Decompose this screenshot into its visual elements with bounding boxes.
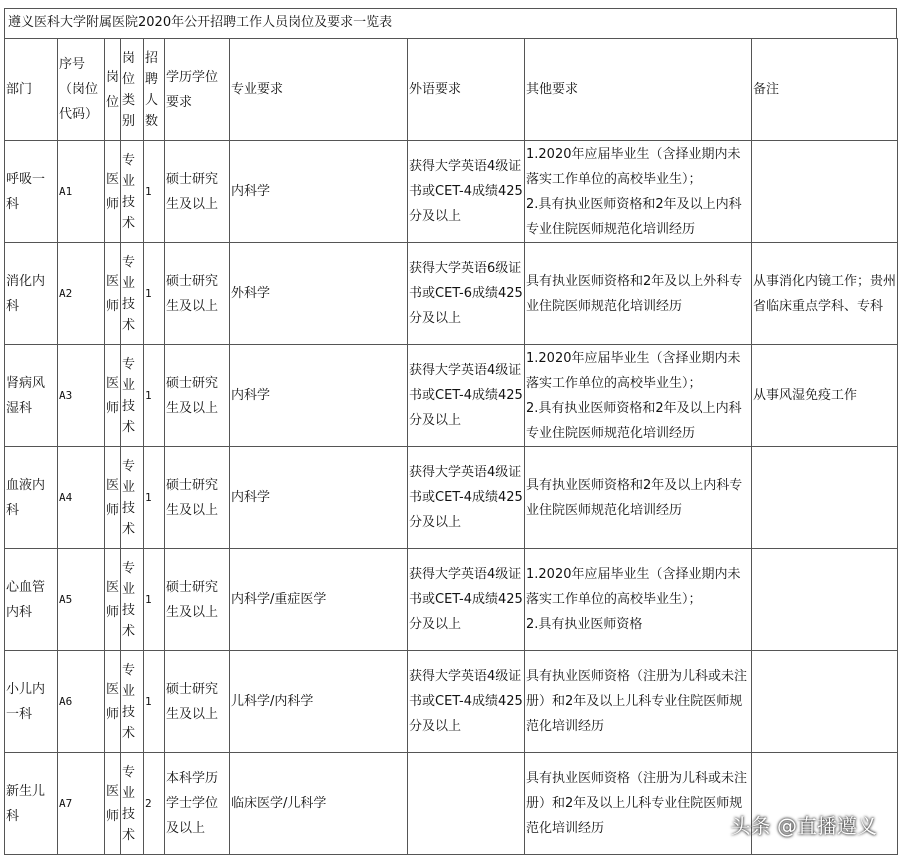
cell-post: 医师 (105, 549, 121, 651)
header-post: 岗位 (105, 39, 121, 141)
cell-other (525, 651, 752, 753)
cell-other (525, 243, 752, 345)
cell-note (752, 651, 898, 753)
cell-major: 儿科学/内科学 (230, 651, 408, 753)
other-requirement-line: 2.具有执业医师资格 (526, 617, 643, 632)
positions-table (4, 38, 898, 855)
table-row (5, 243, 898, 345)
table-row (5, 141, 898, 243)
cell-category: 专业技术 (121, 549, 144, 651)
cell-category: 专业技术 (121, 243, 144, 345)
other-requirement-line: 2.具有执业医师资格和2年及以上内科专业住院医师规范化培训经历 (526, 196, 742, 237)
cell-major: 外科学 (230, 243, 408, 345)
header-major: 专业要求 (230, 39, 408, 141)
other-requirement-line: 2.具有执业医师资格和2年及以上内科专业住院医师规范化培训经历 (526, 400, 742, 441)
cell-note (752, 141, 898, 243)
cell-major: 内科学 (230, 447, 408, 549)
other-requirement-line: 具有执业医师资格和2年及以上外科专业住院医师规范化培训经历 (526, 273, 743, 314)
cell-dept: 肾病风湿科 (5, 345, 58, 447)
cell-count: 1 (144, 651, 165, 753)
cell-note: 从事消化内镜工作；贵州省临床重点学科、专科 (752, 243, 898, 345)
cell-dept: 小儿内一科 (5, 651, 58, 753)
cell-count: 1 (144, 447, 165, 549)
cell-other (525, 345, 752, 447)
header-note: 备注 (752, 39, 898, 141)
cell-post: 医师 (105, 447, 121, 549)
other-requirement-line: 1.2020年应届毕业生（含择业期内未落实工作单位的高校毕业生）； (526, 146, 741, 187)
cell-code: A6 (58, 651, 105, 753)
cell-education: 硕士研究生及以上 (165, 447, 230, 549)
cell-code: A1 (58, 141, 105, 243)
cell-education: 硕士研究生及以上 (165, 243, 230, 345)
cell-code: A2 (58, 243, 105, 345)
cell-code: A7 (58, 753, 105, 855)
cell-category: 专业技术 (121, 753, 144, 855)
table-row (5, 651, 898, 753)
cell-major: 内科学 (230, 345, 408, 447)
cell-code: A3 (58, 345, 105, 447)
header-dept: 部门 (5, 39, 58, 141)
table-title: 遵义医科大学附属医院2020年公开招聘工作人员岗位及要求一览表 (4, 8, 897, 38)
watermark-logo: 头条 @直播遵义 (730, 814, 877, 838)
cell-count: 1 (144, 243, 165, 345)
cell-dept: 心血管内科 (5, 549, 58, 651)
cell-category: 专业技术 (121, 141, 144, 243)
cell-category: 专业技术 (121, 651, 144, 753)
cell-language: 获得大学英语6级证书或CET-6成绩425分及以上 (408, 243, 525, 345)
cell-dept: 血液内科 (5, 447, 58, 549)
cell-education: 硕士研究生及以上 (165, 345, 230, 447)
cell-post: 医师 (105, 651, 121, 753)
header-other: 其他要求 (525, 39, 752, 141)
cell-other (525, 753, 752, 855)
cell-language: 获得大学英语4级证书或CET-4成绩425分及以上 (408, 447, 525, 549)
cell-code: A5 (58, 549, 105, 651)
cell-note (752, 549, 898, 651)
table-row (5, 345, 898, 447)
cell-language: 获得大学英语4级证书或CET-4成绩425分及以上 (408, 345, 525, 447)
table-row (5, 753, 898, 855)
cell-note (752, 753, 898, 855)
cell-major: 内科学 (230, 141, 408, 243)
header-code: 序号（岗位代码） (58, 39, 105, 141)
cell-count: 1 (144, 345, 165, 447)
cell-language: 获得大学英语4级证书或CET-4成绩425分及以上 (408, 141, 525, 243)
other-requirement-line: 具有执业医师资格（注册为儿科或未注册）和2年及以上儿科专业住院医师规范化培训经历 (526, 771, 748, 836)
cell-note: 从事风湿免疫工作 (752, 345, 898, 447)
cell-language: 获得大学英语4级证书或CET-4成绩425分及以上 (408, 549, 525, 651)
cell-category: 专业技术 (121, 447, 144, 549)
cell-other (525, 549, 752, 651)
cell-major: 临床医学/儿科学 (230, 753, 408, 855)
cell-education: 本科学历学士学位及以上 (165, 753, 230, 855)
recruitment-sheet (4, 8, 897, 855)
other-requirement-line: 1.2020年应届毕业生（含择业期内未落实工作单位的高校毕业生）； (526, 567, 741, 607)
cell-other (525, 141, 752, 243)
cell-post: 医师 (105, 345, 121, 447)
cell-post: 医师 (105, 753, 121, 855)
cell-count: 2 (144, 753, 165, 855)
cell-language (408, 753, 525, 855)
header-language: 外语要求 (408, 39, 525, 141)
header-count: 招聘人数 (144, 39, 165, 141)
cell-count: 1 (144, 549, 165, 651)
table-row (5, 447, 898, 549)
header-education: 学历学位要求 (165, 39, 230, 141)
cell-education: 硕士研究生及以上 (165, 549, 230, 651)
cell-dept: 新生儿科 (5, 753, 58, 855)
cell-count: 1 (144, 141, 165, 243)
cell-category: 专业技术 (121, 345, 144, 447)
header-row (5, 39, 898, 141)
cell-education: 硕士研究生及以上 (165, 651, 230, 753)
table-row (5, 549, 898, 651)
other-requirement-line: 具有执业医师资格和2年及以上内科专业住院医师规范化培训经历 (526, 477, 743, 518)
other-requirement-line: 具有执业医师资格（注册为儿科或未注册）和2年及以上儿科专业住院医师规范化培训经历 (526, 669, 748, 734)
other-requirement-line: 1.2020年应届毕业生（含择业期内未落实工作单位的高校毕业生）； (526, 350, 741, 391)
header-category: 岗位类别 (121, 39, 144, 141)
cell-code: A4 (58, 447, 105, 549)
cell-post: 医师 (105, 243, 121, 345)
cell-dept: 消化内科 (5, 243, 58, 345)
cell-education: 硕士研究生及以上 (165, 141, 230, 243)
cell-major: 内科学/重症医学 (230, 549, 408, 651)
cell-dept: 呼吸一科 (5, 141, 58, 243)
cell-note (752, 447, 898, 549)
cell-language: 获得大学英语4级证书或CET-4成绩425分及以上 (408, 651, 525, 753)
cell-post: 医师 (105, 141, 121, 243)
cell-other (525, 447, 752, 549)
